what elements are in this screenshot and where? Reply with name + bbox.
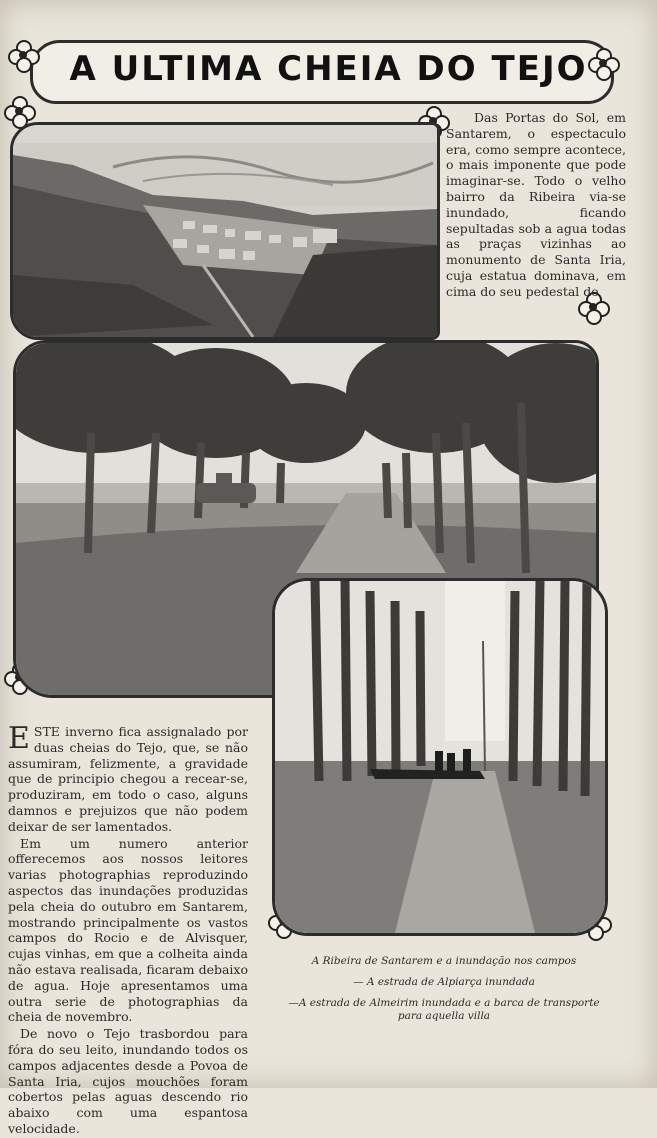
intro-paragraph: Das Portas do Sol, em Santarem, o espectaculo era, como sempre acontece, o mais imponente que pode imaginar-se. Todo o velho bairro da Ribeira via-se inundado, ficando sepultadas sob a agua todas as praças vizinhas ao monumento de Santa Iria, cuja estatua dominava, em cima do seu pedestal de xyxy=(446,110,626,299)
article-paragraph-2: Em um numero anterior offerecemos aos nossos leitores varias photographias reproduzindo aspectos das inundações produzidas pela cheia do outubro em Santarem, mostrando principalmente os vastos campos do Rocio e de Alvisquer, cujas vinhas, em que a colheita ainda não estava realisada, ficaram debaixo de agua. Hoje apresentamos uma outra serie de photographias da cheia de novembro. xyxy=(8,835,248,1025)
flower-ornament-icon xyxy=(588,48,618,78)
flower-ornament-icon xyxy=(4,96,34,126)
article-paragraph-3: De novo o Tejo trasbordou para fóra do seu leito, inundando todos os campos adjacentes desde a Povoa de Santa Iria, cujos mouchões foram cobertos pelas aguas descendo rio abaixo com uma espantosa velocidade. xyxy=(8,1026,248,1136)
photo-santarem-ribeira xyxy=(10,122,440,340)
intro-column xyxy=(446,110,626,300)
article-paragraph-1: ESTE inverno fica assignalado por duas cheias do Tejo, que, se não assumiram, felizmente, a gravidade que de principio chegou a recear-se, produziram, em todo o caso, alguns damnos e prejuizos que não podem deixar de ser lamentados. xyxy=(8,721,248,834)
page-title: A ULTIMA CHEIA DO TEJO xyxy=(69,49,588,89)
article-body xyxy=(8,721,248,1138)
caption-1: A Ribeira de Santarem e a inundação nos campos xyxy=(311,955,577,967)
dropcap: E xyxy=(8,721,30,756)
caption-2: — A estrada de Alpiarça inundada xyxy=(353,976,535,988)
photo-estrada-almeirim-barca xyxy=(272,578,608,936)
flower-ornament-icon xyxy=(8,40,38,70)
photo-captions xyxy=(276,955,612,1031)
caption-3: —A estrada de Almeirim inundada e a barca de transporte para aquella villa xyxy=(288,997,600,1022)
